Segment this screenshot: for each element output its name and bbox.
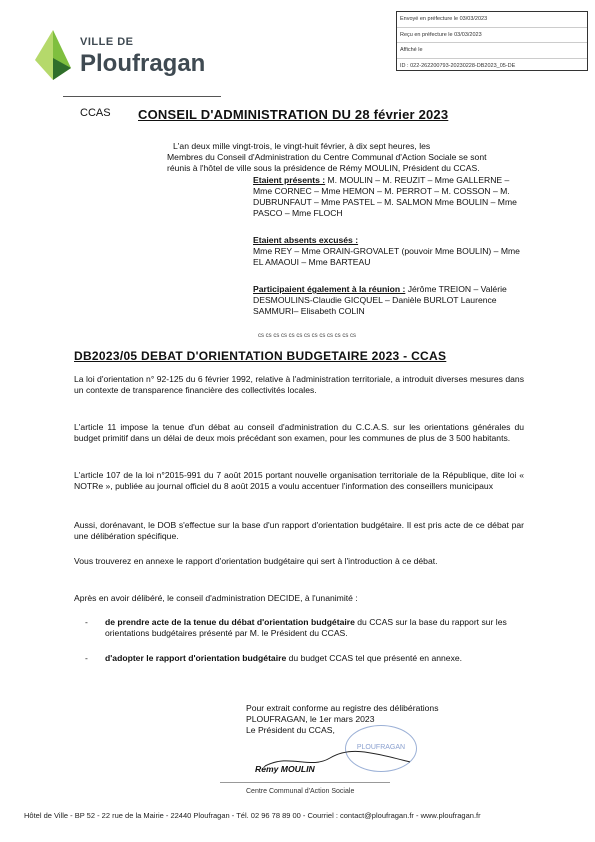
stamp-received: Reçu en préfecture le 03/03/2023 (397, 28, 587, 44)
signature-rule (220, 782, 390, 783)
decision-rest: du CCAS sur la base du rapport sur les orientations budgétaires présenté par M. le Président du CCAS. (105, 617, 507, 638)
divider (63, 96, 221, 97)
sign-line3: Le Président du CCAS, (246, 725, 335, 735)
intro-line1: L'an deux mille vingt-trois, le vingt-huit février, à dix sept heures, les (173, 141, 431, 151)
decision-list (85, 617, 525, 678)
stamp-posted: Affiché le (397, 43, 587, 59)
absents-names: Mme REY – Mme ORAIN-GROVALET (pouvoir Mme BOULIN) – Mme EL AMAOUI – Mme BARTEAU (253, 246, 520, 267)
stamp-sent: Envoyé en préfecture le 03/03/2023 (397, 12, 587, 28)
participaient-block (253, 284, 528, 317)
intro-line3: réunis à l'hôtel de ville sous la présidence de Rémy MOULIN, Président du CCAS. (167, 163, 480, 173)
stamp-id: ID : 022-262200793-20230228-DB2023_05-DE (400, 62, 516, 69)
paragraph-1: La loi d'orientation n° 92-125 du 6 février 1992, relative à l'administration territoriale, a introduit diverses mesures dans un contexte de transparence financière des collectivités locales. (74, 374, 524, 395)
absents-label: Etaient absents excusés : (253, 235, 359, 245)
separator-ornament: cs cs cs cs cs cs cs cs cs cs cs cs cs (258, 333, 357, 339)
signer-name: Rémy MOULIN (255, 764, 315, 774)
logo-line1: VILLE DE (80, 36, 134, 48)
page-footer: Hôtel de Ville - BP 52 - 22 rue de la Mairie - 22440 Ploufragan - Tél. 02 96 78 89 00 - Courriel : contact@ploufragan.fr - www.ploufragan.fr (24, 811, 481, 820)
decision-bold: d'adopter le rapport d'orientation budgétaire (105, 653, 287, 663)
decision-item (85, 617, 525, 639)
sign-line1: Pour extrait conforme au registre des délibérations (246, 703, 439, 713)
presents-label: Etaient présents : (253, 175, 326, 185)
ccas-seal: PLOUFRAGAN (345, 725, 417, 772)
paragraph-2: L'article 11 impose la tenue d'un débat au conseil d'administration du C.C.A.S. sur les orientations générales du budget primitif dans un délai de deux mois précédant son examen, pour les communes de plus de 3 500 habitants. (74, 422, 524, 443)
centre-label: Centre Communal d'Action Sociale (246, 788, 355, 795)
deliberation-title: DB2023/05 DEBAT D'ORIENTATION BUDGETAIRE 2023 - CCAS (74, 349, 447, 363)
sign-line2: PLOUFRAGAN, le 1er mars 2023 (246, 714, 375, 724)
intro-line2: Membres du Conseil d'Administration du Centre Communal d'Action Sociale se sont (167, 152, 487, 162)
leaf-icon (33, 30, 73, 80)
paragraph-4: Aussi, dorénavant, le DOB s'effectue sur la base d'un rapport d'orientation budgétaire. Il est pris acte de ce débat par une délibération spécifique. (74, 520, 524, 541)
participaient-names: Jérôme TREION – Valérie DESMOULINS-Claudie GICQUEL – Danièle BURLOT Laurence SAMMURI– Elisabeth COLIN (253, 284, 507, 316)
presents-names: M. MOULIN – M. REUZIT – Mme GALLERNE – Mme CORNEC – Mme HEMON – M. PERROT – M. COSSON – M. DUBRUNFAUT – Mme PASTEL – M. SALMON Mme BOULIN – Mme PASCO – Mme FLOCH (253, 175, 517, 218)
dash-bullet: - (85, 653, 88, 663)
prefecture-stamp (396, 11, 588, 71)
paragraph-3: L'article 107 de la loi n°2015-991 du 7 août 2015 portant nouvelle organisation territoriale de la République, dite loi « NOTRe », publiée au journal officiel du 8 août 2015 a voulu accentuer l'information des conseillers municipaux (74, 470, 524, 491)
paragraph-5: Vous trouverez en annexe le rapport d'orientation budgétaire qui sert à l'introduction à ce débat. (74, 556, 438, 566)
paragraph-6: Après en avoir délibéré, le conseil d'administration DECIDE, à l'unanimité : (74, 593, 358, 603)
logo-line2: Ploufragan (80, 50, 206, 77)
page-title: CONSEIL D'ADMINISTRATION DU 28 février 2023 (138, 107, 449, 122)
ccas-label: CCAS (80, 107, 111, 119)
dash-bullet: - (85, 617, 88, 627)
intro-paragraph (167, 141, 528, 174)
decision-item (85, 653, 525, 664)
absents-block (253, 235, 528, 268)
participaient-label: Participaient également à la réunion : (253, 284, 406, 294)
presents-block (253, 175, 528, 219)
decision-bold: de prendre acte de la tenue du débat d'orientation budgétaire (105, 617, 355, 627)
decision-rest: du budget CCAS tel que présenté en annexe. (286, 653, 463, 663)
ploufragan-logo (33, 30, 223, 85)
